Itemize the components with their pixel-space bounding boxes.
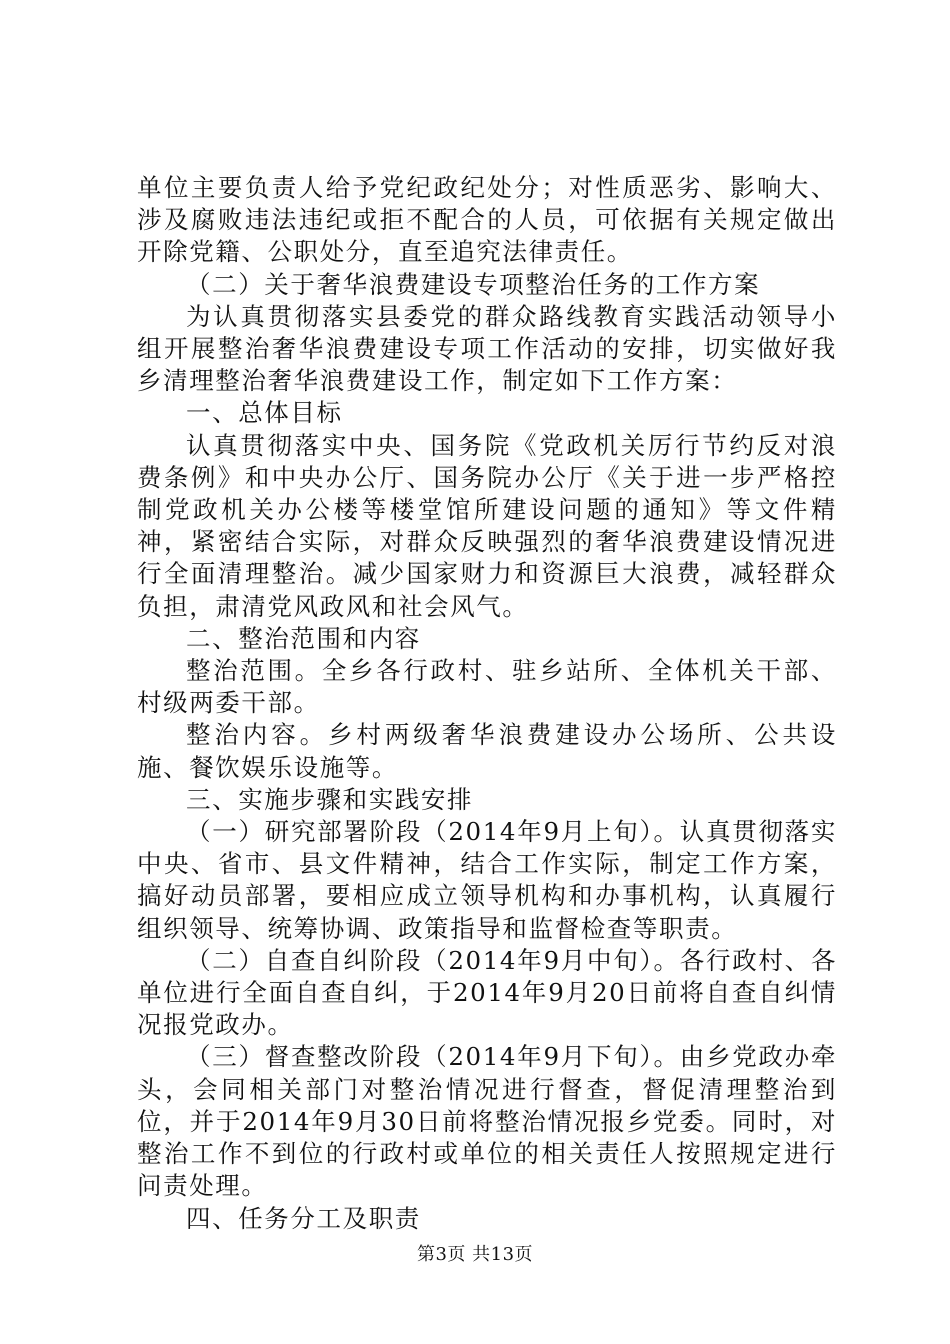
document-body — [137, 172, 837, 1235]
paragraph-continuation: 单位主要负责人给予党纪政纪处分；对性质恶劣、影响大、涉及腐败违法违纪或拒不配合的人员，可依据有关规定做出开除党籍、公职处分，直至追究法律责任。 — [137, 173, 837, 267]
section-heading-tasks: 四、任务分工及职责 — [186, 1203, 421, 1233]
paragraph-step-2: （二）自查自纠阶段（2014年9月中旬）。各行政村、各单位进行全面自查自纠，于2014年9月20日前将自查自纠情况报党政办。 — [137, 945, 837, 1040]
section-heading-plan: （二）关于奢华浪费建设专项整治任务的工作方案 — [186, 269, 761, 299]
paragraph-step-1: （一）研究部署阶段（2014年9月上旬）。认真贯彻落实中央、省市、县文件精神，结合工作实际，制定工作方案，搞好动员部署，要相应成立领导机构和办事机构，认真履行组织领导、统筹协调、政策指导和监督检查等职责。 — [137, 817, 837, 943]
page-footer: 第3页 共13页 — [416, 1244, 534, 1265]
paragraph-scope: 整治范围。全乡各行政村、驻乡站所、全体机关干部、村级两委干部。 — [137, 656, 837, 718]
paragraph-step-3: （三）督查整改阶段（2014年9月下旬）。由乡党政办牵头，会同相关部门对整治情况进行督查，督促清理整治到位，并于2014年9月30日前将整治情况报乡党委。同时，对整治工作不到位的行政村或单位的相关责任人按照规定进行问责处理。 — [137, 1042, 837, 1201]
paragraph-goal: 认真贯彻落实中央、国务院《党政机关厉行节约反对浪费条例》和中央办公厅、国务院办公厅《关于进一步严格控制党政机关办公楼等楼堂馆所建设问题的通知》等文件精神，紧密结合实际，对群众反映强烈的奢华浪费建设情况进行全面清理整治。减少国家财力和资源巨大浪费，减轻群众负担，肃清党风政风和社会风气。 — [137, 430, 837, 621]
section-heading-steps: 三、实施步骤和实践安排 — [186, 784, 474, 814]
paragraph-content: 整治内容。乡村两级奢华浪费建设办公场所、公共设施、餐饮娱乐设施等。 — [137, 720, 837, 782]
section-heading-goal: 一、总体目标 — [186, 398, 343, 428]
section-heading-scope: 二、整治范围和内容 — [186, 623, 421, 653]
paragraph-intro: 为认真贯彻落实县委党的群众路线教育实践活动领导小组开展整治奢华浪费建设专项工作活动的安排，切实做好我乡清理整治奢华浪费建设工作，制定如下工作方案： — [137, 301, 837, 396]
